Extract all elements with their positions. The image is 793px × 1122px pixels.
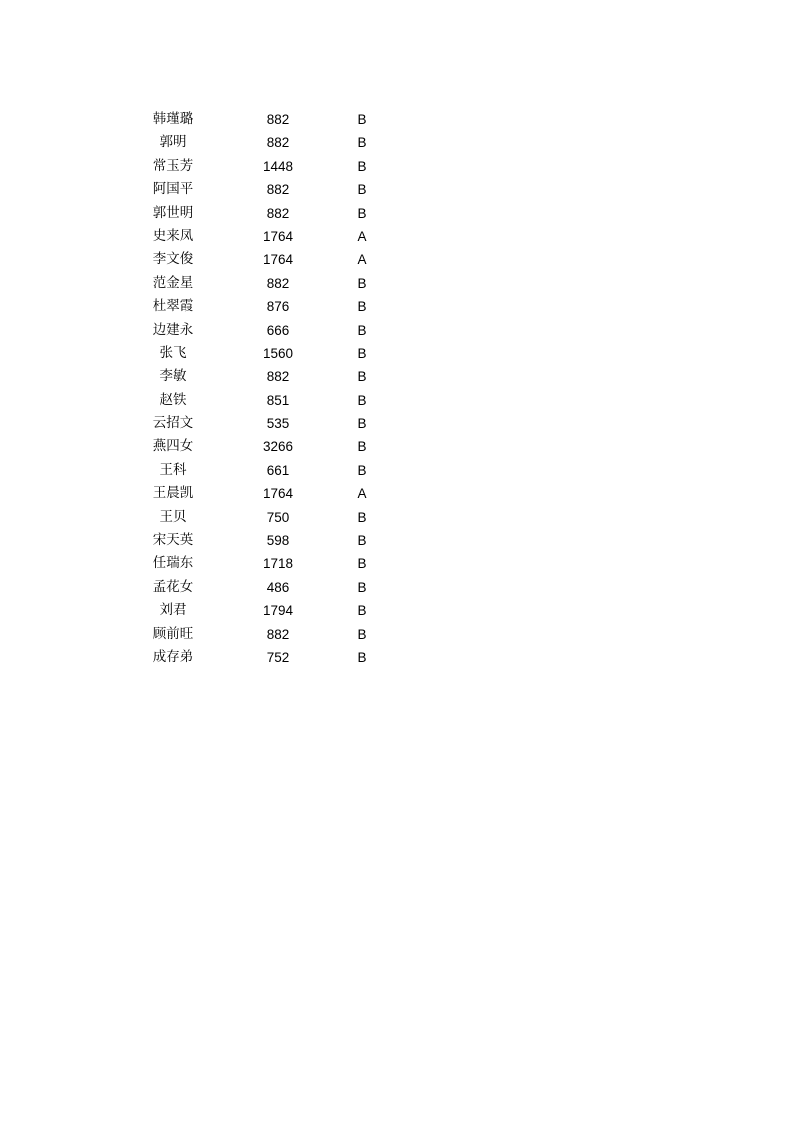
grade-cell: B xyxy=(357,579,367,595)
name-cell: 李文俊 xyxy=(152,251,194,268)
grade-cell: B xyxy=(357,649,367,665)
amount-cell: 882 xyxy=(266,205,290,221)
amount-cell: 666 xyxy=(266,322,290,338)
name-cell: 杜翠霞 xyxy=(152,298,194,315)
name-cell: 顾前旺 xyxy=(152,625,194,642)
name-cell: 云招文 xyxy=(152,415,194,432)
name-cell: 赵铁 xyxy=(159,391,187,408)
name-cell: 李敏 xyxy=(159,368,187,385)
grade-cell: B xyxy=(357,275,367,291)
name-cell: 边建永 xyxy=(152,321,194,338)
amount-cell: 598 xyxy=(266,533,290,549)
amount-cell: 1764 xyxy=(262,252,294,268)
amount-cell: 3266 xyxy=(262,439,294,455)
grade-cell: B xyxy=(357,345,367,361)
grade-cell: A xyxy=(357,228,367,244)
grade-cell: B xyxy=(357,158,367,174)
grade-cell: B xyxy=(357,392,367,408)
grade-cell: A xyxy=(357,486,367,502)
amount-cell: 882 xyxy=(266,182,290,198)
grade-cell: B xyxy=(357,182,367,198)
amount-cell: 486 xyxy=(266,579,290,595)
amount-cell: 1560 xyxy=(262,345,294,361)
grade-cell: A xyxy=(357,252,367,268)
amount-cell: 882 xyxy=(266,275,290,291)
name-cell: 宋天英 xyxy=(152,532,194,549)
grade-cell: B xyxy=(357,626,367,642)
name-cell: 常玉芳 xyxy=(152,157,194,174)
name-cell: 阿国平 xyxy=(152,181,194,198)
name-cell: 王晨凯 xyxy=(152,485,194,502)
name-cell: 韩瑾璐 xyxy=(152,111,194,127)
amount-cell: 1718 xyxy=(262,556,294,572)
name-cell: 张飞 xyxy=(159,344,187,361)
name-cell: 燕四女 xyxy=(152,438,194,455)
amount-cell: 750 xyxy=(266,509,290,525)
amount-cell: 535 xyxy=(266,416,290,432)
grade-cell: B xyxy=(357,603,367,619)
amount-cell: 1764 xyxy=(262,486,294,502)
name-cell: 孟花女 xyxy=(152,578,194,595)
name-cell: 王科 xyxy=(159,461,187,478)
grade-cell: B xyxy=(357,369,367,385)
grade-cell: B xyxy=(357,205,367,221)
amount-cell: 882 xyxy=(266,626,290,642)
amount-cell: 882 xyxy=(266,369,290,385)
grade-cell: B xyxy=(357,439,367,455)
name-cell: 郭世明 xyxy=(152,204,194,221)
name-cell: 刘君 xyxy=(159,602,187,619)
grade-cell: B xyxy=(357,462,367,478)
amount-cell: 876 xyxy=(266,299,290,315)
name-cell: 王贝 xyxy=(159,508,187,525)
grade-cell: B xyxy=(357,135,367,151)
grade-cell: B xyxy=(357,556,367,572)
grade-cell: B xyxy=(357,509,367,525)
grade-cell: B xyxy=(357,533,367,549)
name-cell: 史来凤 xyxy=(152,227,194,244)
amount-cell: 1764 xyxy=(262,228,294,244)
amount-cell: 1794 xyxy=(262,603,294,619)
amount-cell: 661 xyxy=(266,462,290,478)
amount-cell: 851 xyxy=(266,392,290,408)
amount-cell: 1448 xyxy=(262,158,294,174)
grade-cell: B xyxy=(357,112,367,127)
amount-cell: 752 xyxy=(266,649,290,665)
name-cell: 郭明 xyxy=(159,134,187,151)
amount-cell: 882 xyxy=(266,112,290,127)
grade-cell: B xyxy=(357,416,367,432)
grade-cell: B xyxy=(357,299,367,315)
name-cell: 成存弟 xyxy=(152,648,194,665)
amount-cell: 882 xyxy=(266,135,290,151)
name-cell: 范金星 xyxy=(152,274,194,291)
name-cell: 任瑞东 xyxy=(152,555,194,572)
grade-cell: B xyxy=(357,322,367,338)
